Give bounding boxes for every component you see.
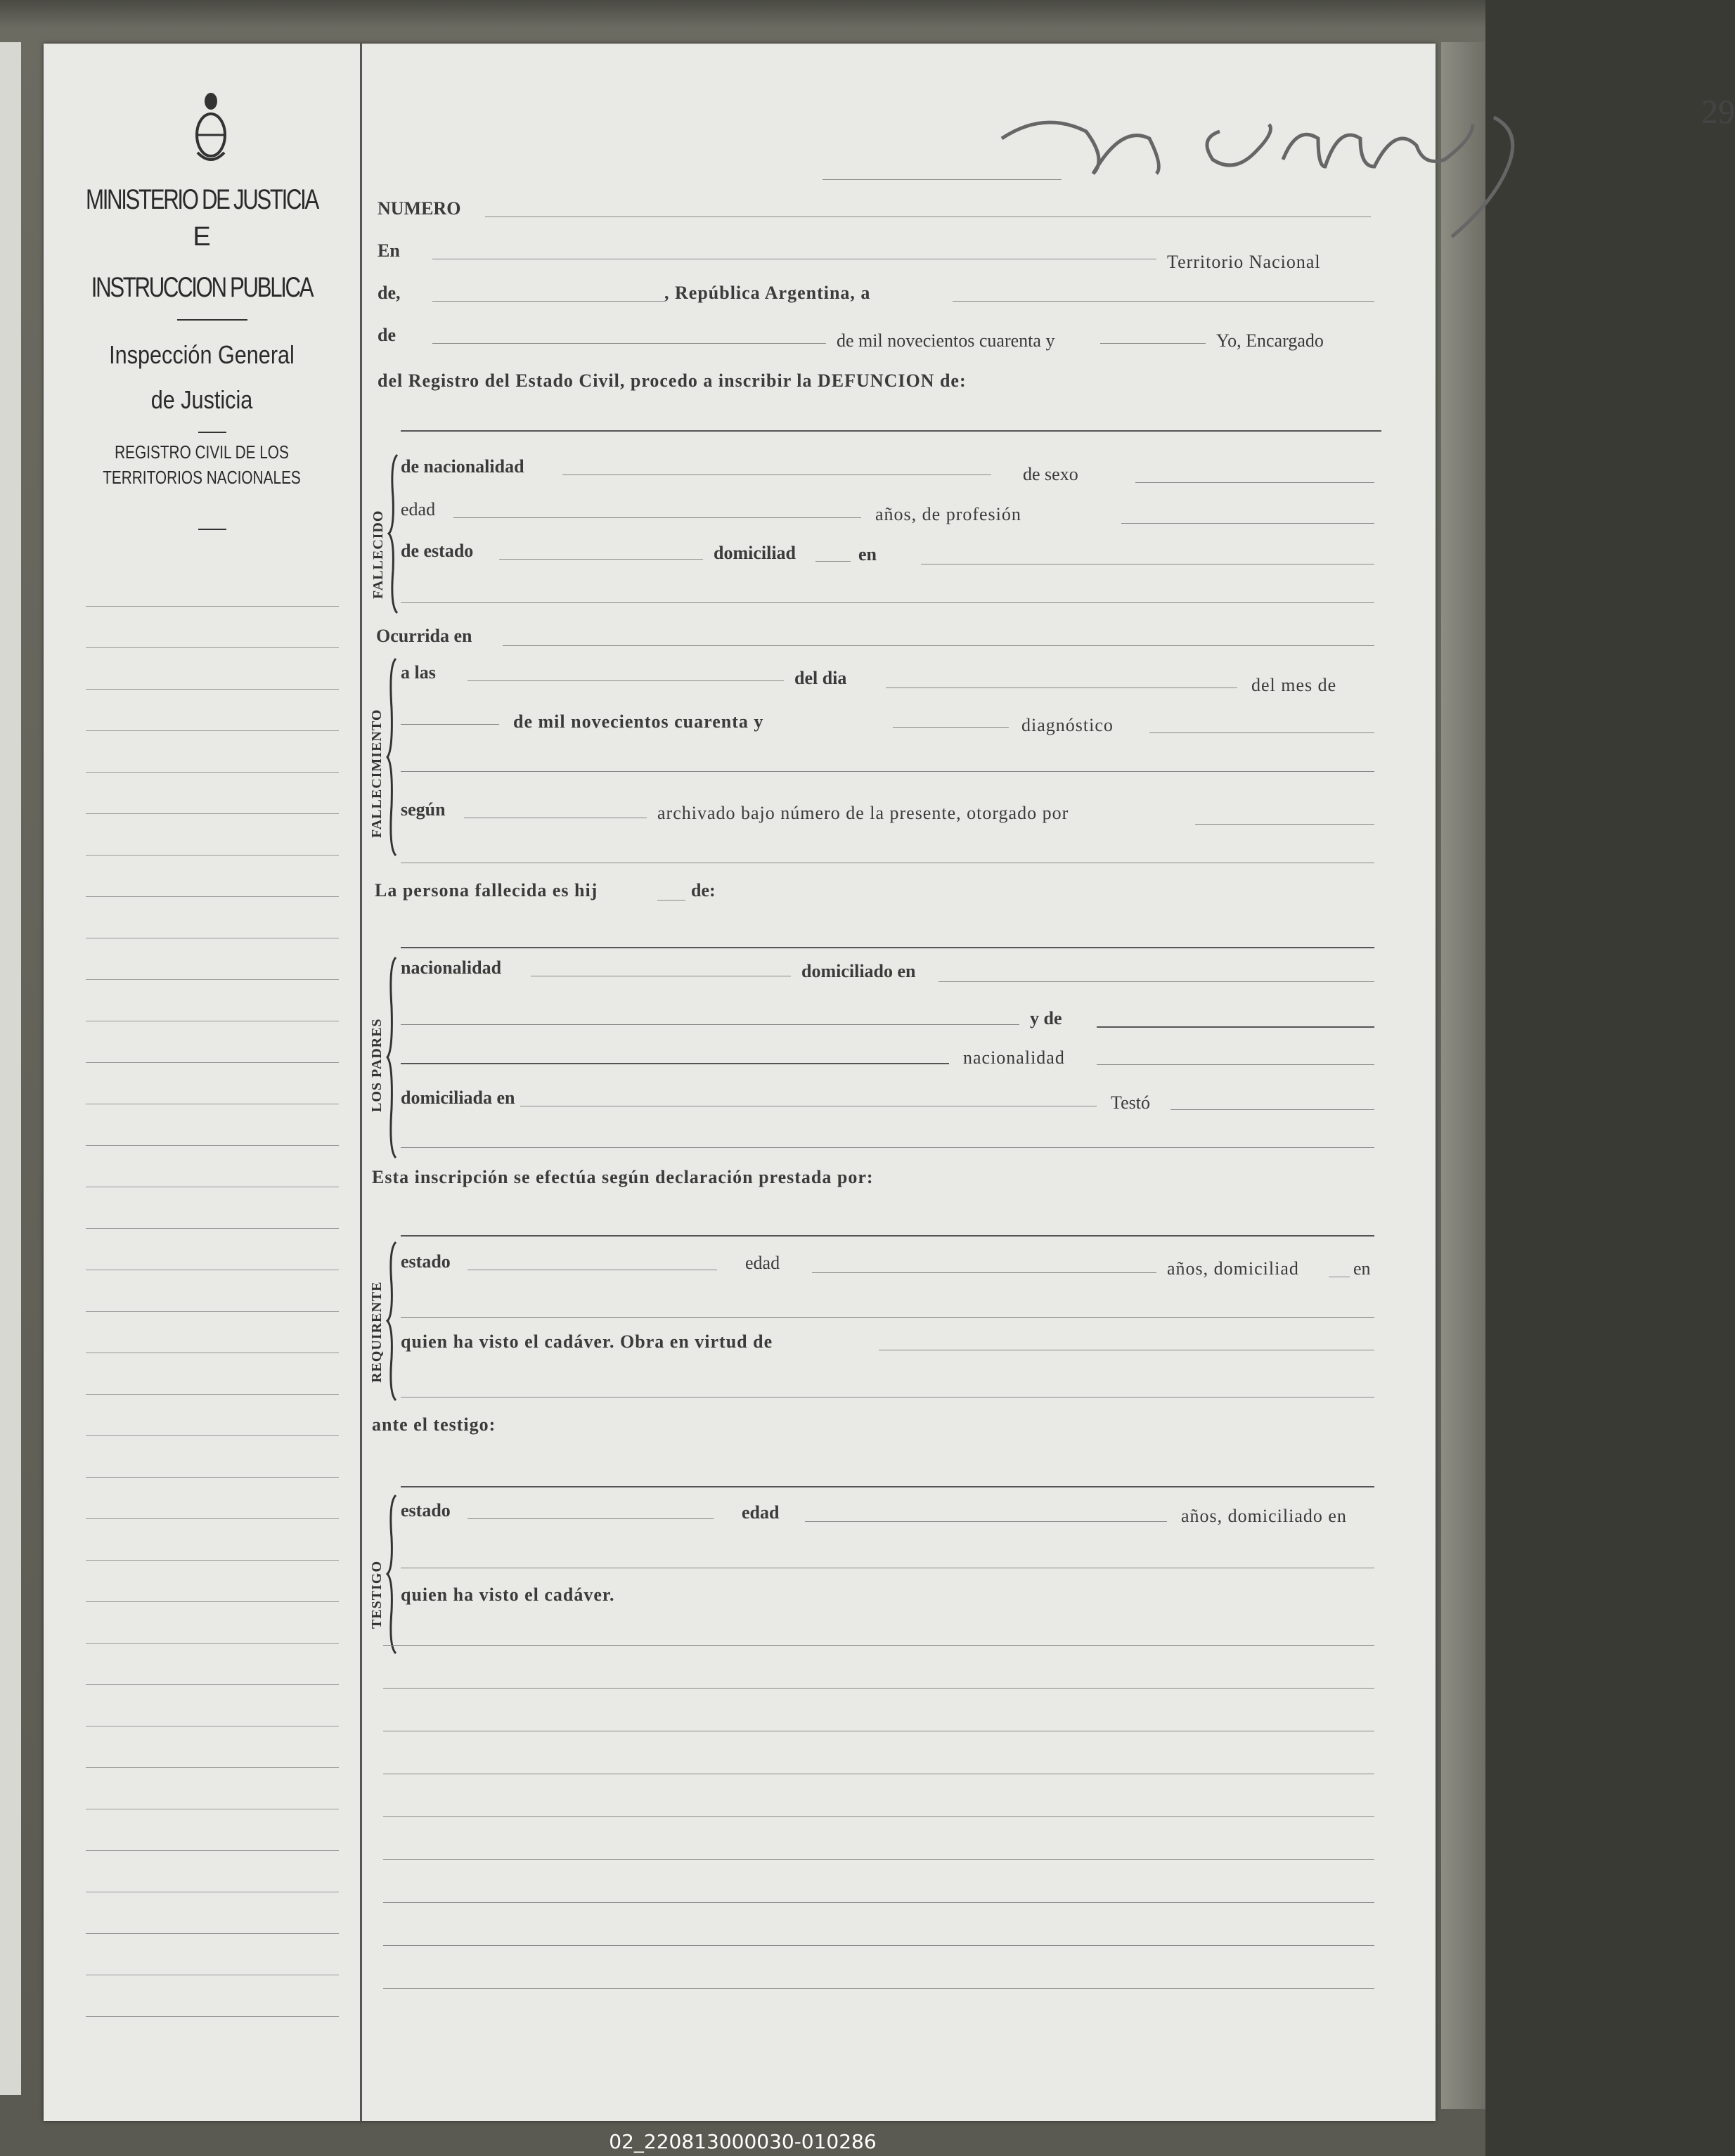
requirente-edad-field[interactable] (812, 1272, 1156, 1273)
nacionalidad-label: de nacionalidad (401, 456, 524, 477)
testigo-edad-label: edad (742, 1502, 780, 1523)
sidebar-ruled-line[interactable] (86, 1477, 339, 1478)
testo-field[interactable] (1170, 1109, 1374, 1110)
madre-name-field[interactable] (1097, 1026, 1374, 1028)
hora-field[interactable] (467, 680, 784, 681)
form-page (44, 44, 1735, 2121)
registro-text: del Registro del Estado Civil, procedo a inscribir la DEFUNCION de: (378, 370, 967, 391)
anio-field[interactable] (1100, 343, 1206, 344)
observation-line[interactable] (383, 1945, 1374, 1946)
sidebar-ruled-line[interactable] (86, 1601, 339, 1602)
padre-name-field[interactable] (401, 947, 1374, 948)
mes-field[interactable] (432, 343, 826, 344)
requirente-section-label: REQUIRENTE (369, 1281, 385, 1383)
signature (988, 96, 1592, 244)
madre-nacionalidad-label: nacionalidad (963, 1047, 1065, 1068)
madre-domicilio-field-2[interactable] (401, 1147, 1374, 1148)
sidebar-ruled-line[interactable] (86, 1311, 339, 1312)
sidebar-panel (44, 44, 362, 2121)
inspection-title: Inspección General (109, 340, 295, 369)
sidebar-ruled-line[interactable] (86, 979, 339, 980)
estado-field[interactable] (499, 559, 703, 560)
en-label-2: en (858, 544, 877, 564)
sidebar-ruled-line[interactable] (86, 772, 339, 773)
sidebar-ruled-line[interactable] (86, 2016, 339, 2017)
ante-testigo-label: ante el testigo: (372, 1414, 496, 1435)
diagnostico-field[interactable] (1149, 732, 1374, 733)
inspection-subtitle: de Justicia (150, 385, 253, 414)
domiciliad-label: domiciliad (714, 543, 796, 563)
sidebar-ruled-line[interactable] (86, 1228, 339, 1229)
image-caption: 02_220813000030-010286 (609, 2130, 877, 2153)
binder-left-edge (0, 42, 21, 2095)
observation-line[interactable] (383, 1859, 1374, 1860)
yo-label: Yo, Encargado (1216, 330, 1324, 351)
territorio-label: Territorio Nacional (1167, 252, 1321, 272)
signature-line (823, 179, 1062, 180)
domicilio-field-2[interactable] (401, 602, 1374, 603)
brace-icon (387, 957, 397, 1158)
testigo-anos-label: años, domiciliado en (1181, 1506, 1347, 1526)
sidebar-ruled-line[interactable] (86, 1643, 339, 1644)
page-number: 29 (1701, 93, 1735, 131)
requirente-edad-label: edad (745, 1253, 780, 1273)
registry-name-2: TERRITORIOS NACIONALES (103, 467, 301, 488)
requirente-quien-label: quien ha visto el cadáver. Obra en virtud de (401, 1331, 773, 1352)
de-label-2: de (378, 325, 396, 345)
sidebar-ruled-line[interactable] (86, 1933, 339, 1934)
observation-line[interactable] (383, 1816, 1374, 1817)
ocurrida-field[interactable] (503, 645, 1374, 646)
observation-line[interactable] (383, 1988, 1374, 1989)
fecha-field[interactable] (953, 301, 1374, 302)
ministry-conjunction: E (193, 222, 211, 252)
testigo-estado-field[interactable] (467, 1518, 714, 1519)
del-dia-label: del dia (794, 668, 847, 688)
domiciliada-label: domiciliada en (401, 1087, 515, 1108)
fallecido-name-field[interactable] (401, 430, 1381, 432)
testigo-quien-label: quien ha visto el cadáver. (401, 1584, 615, 1605)
padre-domiciliado-label: domiciliado en (801, 961, 916, 981)
sexo-field[interactable] (1135, 482, 1374, 483)
edad-label: edad (401, 499, 436, 519)
estado-label: de estado (401, 541, 474, 561)
sidebar-ruled-line[interactable] (86, 1435, 339, 1436)
divider (198, 432, 226, 433)
edad-field[interactable] (453, 517, 861, 518)
sidebar-ruled-line[interactable] (86, 855, 339, 856)
fallecido-section-label: FALLECIDO (370, 510, 386, 599)
persona-label: La persona fallecida es hij (375, 880, 598, 901)
brace-icon (387, 659, 397, 856)
de-field[interactable] (432, 301, 664, 302)
en-label: En (378, 240, 400, 261)
sidebar-ruled-line[interactable] (86, 1518, 339, 1519)
observation-line[interactable] (383, 1645, 1374, 1646)
y-de-label: y de (1030, 1008, 1062, 1028)
registry-name: REGISTRO CIVIL DE LOS (115, 441, 289, 463)
profesion-field[interactable] (1121, 523, 1374, 524)
sidebar-ruled-line[interactable] (86, 606, 339, 607)
testo-label: Testó (1111, 1092, 1150, 1113)
hijo-field[interactable] (657, 900, 685, 901)
testigo-section-label: TESTIGO (369, 1560, 385, 1629)
form-body (362, 44, 1735, 2121)
sidebar-ruled-line[interactable] (86, 1062, 339, 1063)
brace-icon (387, 1242, 397, 1400)
sidebar-ruled-line[interactable] (86, 896, 339, 897)
observation-line[interactable] (383, 1688, 1374, 1689)
del-mes-label: del mes de (1251, 675, 1337, 695)
de-colon-label: de: (691, 880, 716, 901)
requirente-name-field[interactable] (401, 1235, 1374, 1237)
segun-label: según (401, 799, 446, 820)
testigo-name-field[interactable] (401, 1486, 1374, 1487)
padre-domicilio-field-2[interactable] (401, 1024, 1019, 1025)
observation-line[interactable] (383, 1902, 1374, 1903)
sidebar-ruled-line[interactable] (86, 1684, 339, 1685)
padre-nacionalidad-label: nacionalidad (401, 957, 502, 978)
anio-field-2[interactable] (893, 727, 1009, 728)
a-las-label: a las (401, 662, 436, 683)
sidebar-ruled-line[interactable] (86, 1145, 339, 1146)
sidebar-ruled-line[interactable] (86, 1767, 339, 1768)
requirente-en-label: en (1353, 1258, 1371, 1279)
diagnostico-label: diagnóstico (1021, 715, 1114, 735)
divider (198, 529, 226, 530)
madre-name-field-2[interactable] (401, 1063, 949, 1064)
sidebar-ruled-line[interactable] (86, 730, 339, 731)
mes-field-2[interactable] (401, 724, 499, 725)
esta-inscripcion-text: Esta inscripción se efectúa según declaración prestada por: (372, 1167, 874, 1187)
requirente-anos-label: años, domiciliad (1167, 1258, 1299, 1279)
padres-section-label: LOS PADRES (369, 1018, 385, 1112)
padre-domicilio-field[interactable] (939, 981, 1374, 982)
archivado-label: archivado bajo número de la presente, otorgado por (657, 803, 1069, 823)
numero-label: NUMERO (378, 198, 461, 219)
demil-label-2: de mil novecientos cuarenta y (513, 711, 764, 732)
ministry-name: MINISTERIO DE JUSTICIA (86, 184, 318, 215)
otorgado-field[interactable] (1195, 824, 1374, 825)
sidebar-ruled-line[interactable] (86, 1394, 339, 1395)
sidebar-ruled-line[interactable] (86, 1850, 339, 1851)
divider (177, 319, 247, 321)
anos-profesion-label: años, de profesión (875, 504, 1021, 524)
testigo-estado-label: estado (401, 1500, 451, 1521)
requirente-domicilio-field[interactable] (401, 1317, 1374, 1318)
sidebar-ruled-line[interactable] (86, 647, 339, 648)
de-label: de, (378, 283, 401, 303)
sidebar-ruled-line[interactable] (86, 813, 339, 814)
madre-nacionalidad-field[interactable] (1097, 1064, 1374, 1065)
demil-label: de mil novecientos cuarenta y (837, 330, 1055, 351)
fallecimiento-section-label: FALLECIMIENTO (369, 709, 385, 838)
brace-icon (387, 1495, 397, 1653)
sidebar-ruled-line[interactable] (86, 1560, 339, 1561)
requirente-estado-label: estado (401, 1251, 451, 1272)
diagnostico-field-2[interactable] (401, 771, 1374, 772)
ministry-name-2: INSTRUCCION PUBLICA (91, 272, 313, 303)
genero-field[interactable] (815, 561, 851, 562)
brace-icon (389, 455, 399, 613)
binder-right-edge (1441, 42, 1485, 2109)
sidebar-ruled-line[interactable] (86, 689, 339, 690)
coat-of-arms-icon (195, 86, 227, 170)
republica-label: , República Argentina, a (664, 283, 871, 303)
testigo-edad-field[interactable] (805, 1521, 1167, 1522)
ocurrida-label: Ocurrida en (376, 626, 472, 646)
sexo-label: de sexo (1023, 464, 1078, 484)
